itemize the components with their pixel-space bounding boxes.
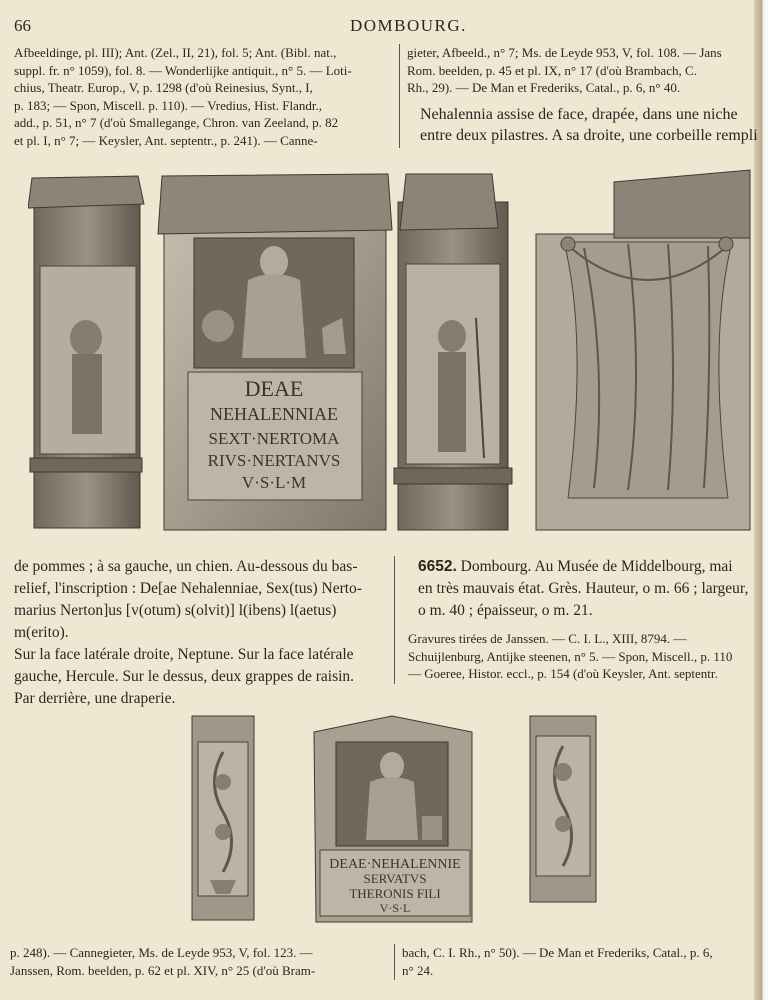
text-line: de pommes ; à sa gauche, un chien. Au-dessous du bas- <box>14 558 358 575</box>
top-left-bibliography <box>14 44 390 149</box>
inscription-line: SEXT·NERTOMA <box>208 429 340 448</box>
text-line: bach, C. I. Rh., n° 50). — De Man et Frederiks, Catal., p. 6, <box>402 945 713 960</box>
text-line: — Goeree, Histor. eccl., p. 154 (d'où Keysler, Ant. septentr. <box>408 666 718 681</box>
inscription-line: DEAE <box>244 376 304 401</box>
text-line: p. 248). — Cannegieter, Ms. de Leyde 953, V, fol. 123. — <box>10 945 313 960</box>
front-face-nehalennia <box>158 174 392 530</box>
text-line: Dombourg. Au Musée de Middelbourg, mai <box>456 558 733 575</box>
altar-illustration-svg <box>28 168 754 534</box>
left-side-face-hercules <box>28 176 144 528</box>
inscription-line: THERONIS FILI <box>349 886 441 901</box>
text-line: relief, l'inscription : De[ae Nehalenniae, Sex(tus) Nerto- <box>14 580 362 597</box>
text-line: et pl. I, n° 7; — Keysler, Ant. septentr., p. 241). — Canne- <box>14 132 318 148</box>
text-line: Janssen, Rom. beelden, p. 62 et pl. XIV, n° 25 (d'où Bram- <box>10 962 316 978</box>
column-rule <box>394 944 395 980</box>
text-line: Gravures tirées de Janssen. — C. I. L., XIII, 8794. — <box>408 631 687 646</box>
entry-first-line <box>418 556 758 578</box>
text-line: Schuijlenburg, Antijke steenen, n° 5. — Spon, Miscell., p. 110 <box>408 648 733 664</box>
bottom-right-bibliography <box>402 944 754 979</box>
text-line: chius, Theatr. Europ., V, p. 1298 (d'où Reinesius, Synt., I, <box>14 80 313 95</box>
inscription-line: NEHALENNIAE <box>210 404 338 424</box>
entry-number: 6652. <box>418 558 457 575</box>
mid-right-bibliography <box>408 630 758 683</box>
text-line: gieter, Afbeeld., n° 7; Ms. de Leyde 953, V, fol. 108. — Jans <box>407 45 722 60</box>
text-line: Rom. beelden, p. 45 et pl. IX, n° 17 (d'où Brambach, C. <box>407 62 697 78</box>
top-right-description <box>420 104 760 146</box>
text-line: Sur la face latérale droite, Neptune. Sur la face latérale <box>14 646 354 663</box>
text-line: marius Nerton]us [v(otum) s(olvit)] l(ibens) l(aetus) m(erito). <box>14 602 337 641</box>
text-line: add., p. 51, n° 7 (d'où Smallegange, Chron. van Zeeland, p. 82 <box>14 115 339 130</box>
text-line: en très mauvais état. Grès. Hauteur, o m. 66 ; largeur, <box>418 580 749 597</box>
inscription-line: SERVATVS <box>363 871 427 886</box>
text-line: Rh., 29). — De Man et Frederiks, Catal., p. 6, n° 40. <box>407 80 681 95</box>
front-face-nehalennia-6652 <box>314 716 472 922</box>
text-line: gauche, Hercule. Sur le dessus, deux grappes de raisin. <box>14 668 355 685</box>
inscription-line: RIVS·NERTANVS <box>207 451 341 470</box>
left-side-face-ornament <box>192 716 254 920</box>
back-face-drapery <box>536 170 750 530</box>
text-line: Par derrière, une draperie. <box>14 690 176 707</box>
right-side-face-neptune <box>394 174 512 530</box>
text-line: p. 183; — Spon, Miscell. p. 110). — Vredius, Hist. Flandr., <box>14 97 322 113</box>
text-line: entre deux pilastres. A sa droite, une corbeille rempli <box>420 127 758 144</box>
altar-6652-illustration <box>186 712 606 924</box>
right-side-face-ornament <box>530 716 596 902</box>
mid-left-description <box>14 556 386 710</box>
inscription-line: V·S·L <box>379 901 411 915</box>
page-edge <box>754 0 768 1000</box>
inscription-line: DEAE·NEHALENNIE <box>329 857 461 872</box>
text-line: Nehalennia assise de face, drapée, dans une niche <box>420 106 738 123</box>
inscription-line: V·S·L·M <box>241 473 307 492</box>
text-line: Afbeeldinge, pl. III); Ant. (Zel., II, 21), fol. 5; Ant. (Bibl. nat., <box>14 45 337 60</box>
mid-right-entry <box>418 556 758 622</box>
column-rule <box>399 44 400 148</box>
altar-faces-illustration <box>28 168 754 534</box>
top-right-bibliography <box>407 44 757 97</box>
text-line: suppl. fr. n° 1059), fol. 8. — Wonderlijke antiquit., n° 5. — Loti- <box>14 62 352 78</box>
page-number: 66 <box>14 16 31 35</box>
text-line: o m. 40 ; épaisseur, o m. 21. <box>418 602 593 619</box>
column-rule <box>394 556 395 684</box>
bottom-left-bibliography <box>10 944 386 979</box>
running-head <box>0 14 768 38</box>
text-line: n° 24. <box>402 962 434 978</box>
running-title: DOMBOURG. <box>350 16 467 35</box>
altar-6652-svg <box>186 712 606 924</box>
